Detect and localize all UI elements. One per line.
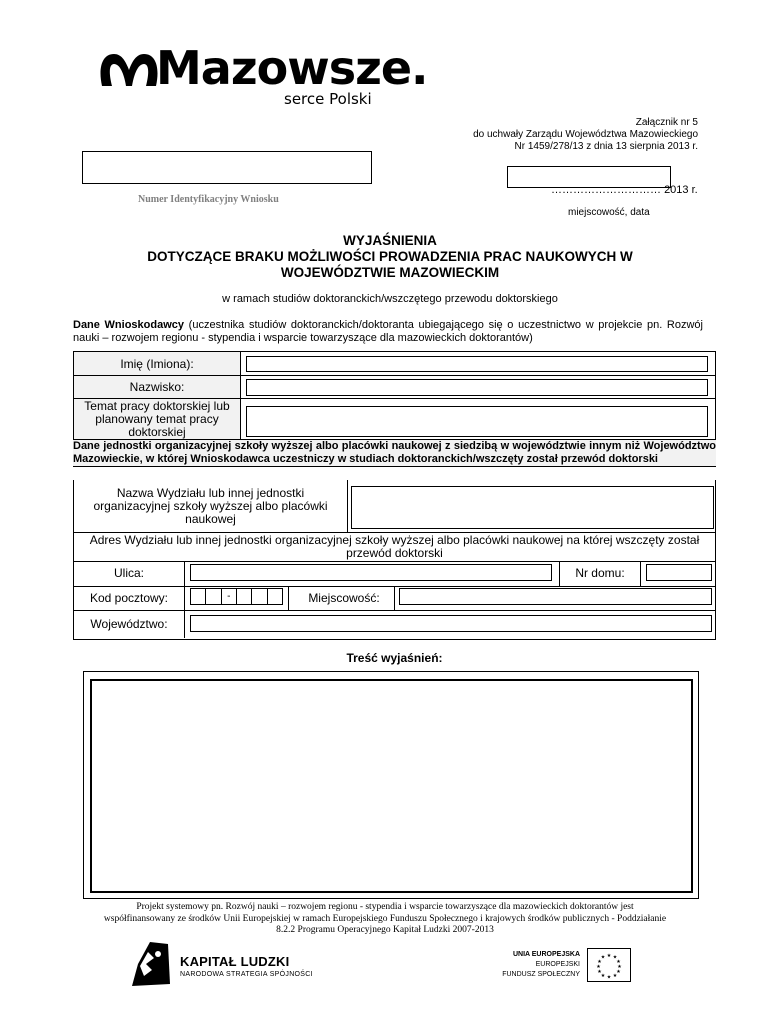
col-divider <box>394 587 395 610</box>
place-date-label: miejscowość, data <box>568 207 650 218</box>
svg-text:★: ★ <box>612 954 618 961</box>
col-divider <box>640 562 641 586</box>
footer-text <box>40 902 730 937</box>
first-name-field[interactable] <box>246 356 708 372</box>
svg-text:★: ★ <box>600 954 606 961</box>
postcode-digit-cell[interactable] <box>191 589 206 604</box>
applicant-heading-bold: Dane Wnioskodawcy <box>73 319 185 331</box>
svg-text:★: ★ <box>606 974 612 981</box>
mazowsze-logo <box>98 40 428 110</box>
document-subtitle: w ramach studiów doktoranckich/wszczętego przewodu doktorskiego <box>222 293 558 305</box>
col-divider <box>184 587 185 610</box>
application-id-field[interactable] <box>82 151 372 184</box>
footer-line-2: współfinansowany ze środków Unii Europejskiej w ramach Europejskiego Funduszu Społecznego i krajowych środków publicznych - Poddziałanie <box>103 913 667 924</box>
eu-logo-line-1: UNIA EUROPEJSKA <box>512 951 580 958</box>
svg-text:★: ★ <box>597 959 602 965</box>
street-label: Ulica: <box>113 566 144 580</box>
svg-text:★: ★ <box>606 953 612 959</box>
kapital-ludzki-sub: NARODOWA STRATEGIA SPÓJNOŚCI <box>180 971 313 978</box>
thesis-topic-label: Temat pracy doktorskiej lub planowany temat pracy doktorskiej <box>84 398 230 439</box>
eu-logo-line-2: EUROPEJSKI <box>535 961 580 968</box>
faculty-address-label: Adres Wydziału lub innej jednostki organizacyjnej szkoły wyższej albo placówki naukowej na której wszczęty został przewód doktorski <box>89 533 700 560</box>
voivodeship-label: Województwo: <box>90 617 168 631</box>
institution-table <box>73 480 716 640</box>
svg-text:★: ★ <box>616 969 621 975</box>
applicant-heading <box>73 319 703 345</box>
place-date-line <box>551 184 698 196</box>
title-line-2: DOTYCZĄCE BRAKU MOŻLIWOŚCI PROWADZENIA PRAC NAUKOWYCH W <box>147 249 633 264</box>
document-title <box>90 233 690 281</box>
footer-line-3: 8.2.2 Programu Operacyjnego Kapitał Ludzki 2007-2013 <box>276 925 494 935</box>
col-divider <box>184 611 185 638</box>
street-field[interactable] <box>190 564 552 581</box>
eu-logo-line-3: FUNDUSZ SPOŁECZNY <box>502 971 580 978</box>
footer-line-1: Projekt systemowy pn. Rozwój nauki – rozwojem regionu - stypendia i wsparcie towarzyszące dla mazowieckich doktorantów jest <box>136 902 634 912</box>
kapital-ludzki-emblem-icon <box>128 940 172 988</box>
brand-tagline: serce Polski <box>284 90 372 108</box>
institution-heading: Dane jednostki organizacyjnej szkoły wyższej albo placówki naukowej z siedzibą w województwie innym niż Województwo Mazowieckie, w której Wnioskodawca uczestniczy w studiach doktoranckich/wszczęty został przewód doktorski <box>73 440 716 465</box>
svg-text:★: ★ <box>600 973 606 979</box>
place-date-dots: ………………………… <box>551 184 661 196</box>
city-label: Miejscowość: <box>308 591 380 605</box>
faculty-name-label: Nazwa Wydziału lub innej jednostki organizacyjnej szkoły wyższej albo placówki naukowej <box>93 485 328 526</box>
thesis-topic-field[interactable] <box>246 406 708 437</box>
annex-line-1: Załącznik nr 5 <box>635 117 698 128</box>
explanation-textarea[interactable] <box>90 679 693 893</box>
kapital-ludzki-name: KAPITAŁ LUDZKI <box>180 954 290 969</box>
annex-reference <box>473 117 698 153</box>
col-divider <box>184 562 185 586</box>
postcode-digit-cell[interactable] <box>206 589 221 604</box>
house-number-field[interactable] <box>646 564 712 581</box>
place-date-year: 2013 r. <box>664 184 698 196</box>
postcode-field[interactable] <box>190 588 283 605</box>
surname-field[interactable] <box>246 379 708 396</box>
application-id-label: Numer Identyfikacyjny Wniosku <box>138 194 279 205</box>
faculty-name-field[interactable] <box>351 486 714 529</box>
svg-text:★: ★ <box>596 964 601 970</box>
annex-line-3: Nr 1459/278/13 z dnia 13 sierpnia 2013 r. <box>514 141 698 152</box>
postcode-dash: - <box>222 589 237 604</box>
postcode-digit-cell[interactable] <box>268 589 282 604</box>
title-line-3: WOJEWÓDZTWIE MAZOWIECKIM <box>280 265 500 280</box>
svg-text:★: ★ <box>617 964 622 970</box>
postcode-label: Kod pocztowy: <box>89 591 169 605</box>
postcode-digit-cell[interactable] <box>237 589 252 604</box>
postcode-digit-cell[interactable] <box>252 589 267 604</box>
voivodeship-field[interactable] <box>190 615 712 632</box>
title-line-1: WYJAŚNIENIA <box>343 233 437 248</box>
house-number-label: Nr domu: <box>575 566 625 580</box>
brand-text: Mazowsze. <box>156 41 428 95</box>
annex-line-2: do uchwały Zarządu Województwa Mazowieckiego <box>473 129 698 140</box>
svg-text:★: ★ <box>597 969 602 975</box>
svg-text:★: ★ <box>612 973 618 979</box>
explanation-heading: Treść wyjaśnień: <box>346 651 443 665</box>
city-field[interactable] <box>399 588 712 605</box>
heart-m-icon <box>98 48 160 92</box>
kapital-ludzki-logo <box>128 940 328 988</box>
first-name-label: Imię (Imiona): <box>120 356 194 371</box>
applicant-table <box>73 351 716 440</box>
surname-label: Nazwisko: <box>129 380 185 394</box>
svg-text:★: ★ <box>616 959 621 965</box>
eu-flag-icon <box>587 948 631 982</box>
applicant-heading-rest: (uczestnika studiów doktoranckich/doktoranta ubiegającego się o uczestnictwo w projekcie pn. Rozwój nauki – rozwojem regionu - stypendia i wsparcie towarzyszące dla mazowieckich doktorantów) <box>73 319 703 344</box>
eu-logo-text <box>490 950 580 980</box>
eu-logo <box>490 948 640 986</box>
